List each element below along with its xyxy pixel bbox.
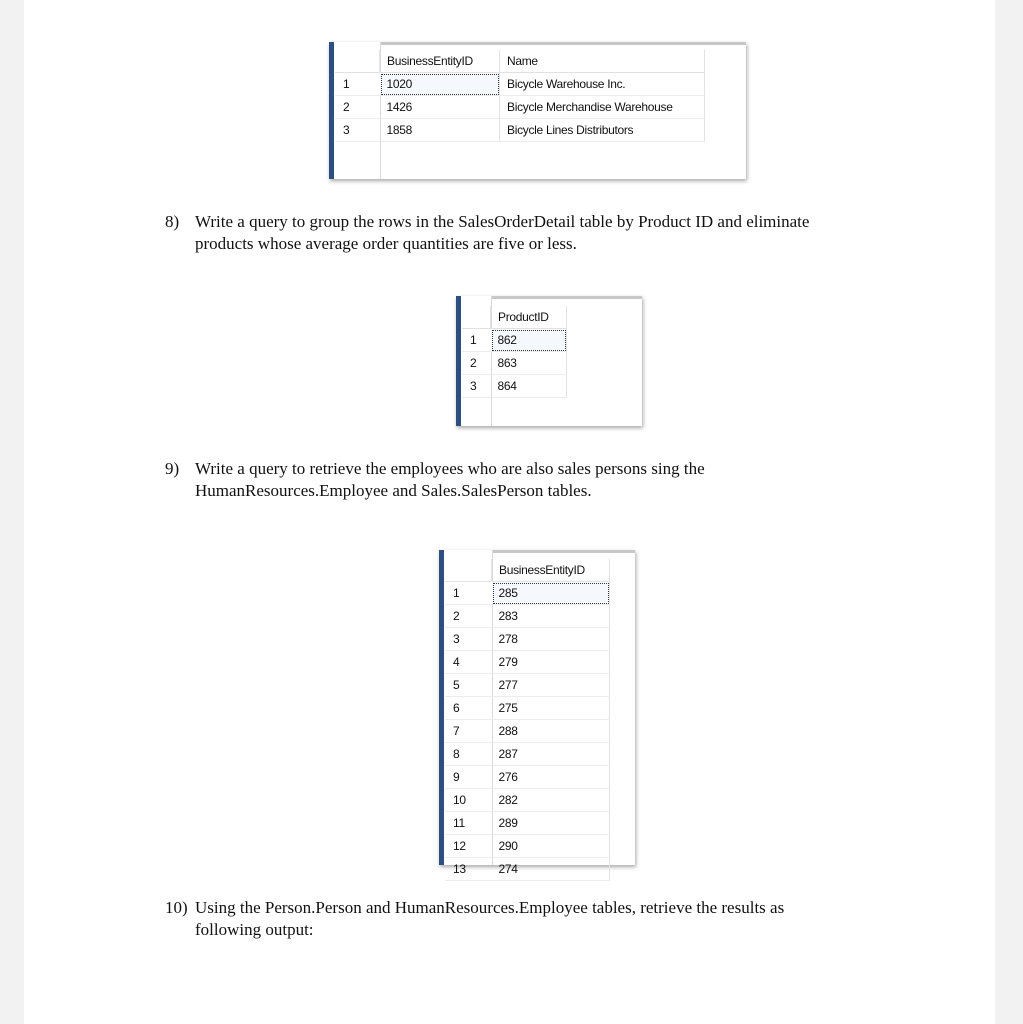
table-row[interactable]	[462, 329, 567, 352]
row-number[interactable]: 12	[445, 835, 492, 858]
row-number[interactable]: 2	[462, 352, 491, 375]
cell-businessentityid[interactable]: 289	[492, 812, 610, 835]
table-row[interactable]	[445, 812, 610, 835]
row-number[interactable]: 3	[462, 375, 491, 398]
question-text-line-1: Using the Person.Person and HumanResources.Employee tables, retrieve the results as	[195, 898, 785, 917]
table-row[interactable]	[445, 651, 610, 674]
row-number[interactable]: 7	[445, 720, 492, 743]
table-row[interactable]	[445, 835, 610, 858]
row-number[interactable]: 3	[335, 119, 380, 142]
table-header-row	[335, 50, 705, 73]
cell-businessentityid[interactable]: 277	[492, 674, 610, 697]
row-number[interactable]: 6	[445, 697, 492, 720]
row-number[interactable]: 2	[445, 605, 492, 628]
question-number: 10)	[165, 898, 188, 917]
row-number[interactable]: 9	[445, 766, 492, 789]
cell-businessentityid[interactable]: 274	[492, 858, 610, 881]
table-row[interactable]	[462, 352, 567, 375]
cell-businessentityid[interactable]: 279	[492, 651, 610, 674]
table-header-row	[462, 306, 567, 329]
table-row[interactable]	[445, 789, 610, 812]
table-row[interactable]	[445, 858, 610, 881]
cell-businessentityid[interactable]: 1858	[380, 119, 500, 142]
cell-businessentityid[interactable]: 276	[492, 766, 610, 789]
table-row[interactable]	[335, 119, 705, 142]
table-row[interactable]	[445, 605, 610, 628]
question-text-line-2: following output:	[195, 920, 314, 939]
question-9	[165, 458, 885, 504]
vendors-table	[335, 50, 705, 142]
cell-businessentityid[interactable]: 278	[492, 628, 610, 651]
cell-businessentityid[interactable]: 1020	[380, 73, 500, 96]
cell-businessentityid[interactable]: 1426	[380, 96, 500, 119]
table-header-row	[445, 559, 610, 582]
question-number: 8)	[165, 212, 180, 231]
table-row[interactable]	[445, 720, 610, 743]
grid-top-border	[492, 296, 642, 299]
column-header-businessentityid[interactable]: BusinessEntityID	[492, 559, 610, 582]
table-row[interactable]	[445, 674, 610, 697]
table-row[interactable]	[462, 375, 567, 398]
cell-businessentityid[interactable]: 290	[492, 835, 610, 858]
salespersons-table	[445, 559, 610, 881]
table-row[interactable]	[445, 628, 610, 651]
grid-top-border	[381, 42, 746, 45]
cell-name[interactable]: Bicycle Merchandise Warehouse	[500, 96, 705, 119]
row-number[interactable]: 11	[445, 812, 492, 835]
document-page	[24, 0, 995, 1024]
question-text-line-1: Write a query to retrieve the employees who are also sales persons sing the	[195, 459, 705, 478]
row-number[interactable]: 10	[445, 789, 492, 812]
question-8	[165, 211, 885, 257]
column-header-businessentityid[interactable]: BusinessEntityID	[380, 50, 500, 73]
cell-productid[interactable]: 862	[491, 329, 567, 352]
cell-businessentityid[interactable]: 283	[492, 605, 610, 628]
row-number[interactable]: 1	[335, 73, 380, 96]
question-number: 9)	[165, 459, 180, 478]
question-text-line-1: Write a query to group the rows in the SalesOrderDetail table by Product ID and eliminate	[195, 212, 810, 231]
table-row[interactable]	[445, 743, 610, 766]
result-grid-salespersons	[439, 550, 635, 876]
question-text-line-2: products whose average order quantities are five or less.	[195, 234, 577, 253]
row-number[interactable]: 8	[445, 743, 492, 766]
row-number[interactable]: 1	[445, 582, 492, 605]
cell-productid[interactable]: 864	[491, 375, 567, 398]
row-number[interactable]: 2	[335, 96, 380, 119]
question-text-line-2: HumanResources.Employee and Sales.SalesPerson tables.	[195, 481, 592, 500]
cell-name[interactable]: Bicycle Warehouse Inc.	[500, 73, 705, 96]
row-number[interactable]: 4	[445, 651, 492, 674]
result-grid-vendors	[329, 42, 746, 179]
table-row[interactable]	[445, 697, 610, 720]
row-number[interactable]: 5	[445, 674, 492, 697]
row-number[interactable]: 3	[445, 628, 492, 651]
question-10	[165, 897, 885, 943]
table-row[interactable]	[335, 73, 705, 96]
table-row[interactable]	[445, 766, 610, 789]
column-header-name[interactable]: Name	[500, 50, 705, 73]
grid-top-border	[493, 550, 635, 553]
cell-businessentityid[interactable]: 282	[492, 789, 610, 812]
table-row[interactable]	[445, 582, 610, 605]
column-header-productid[interactable]: ProductID	[491, 306, 567, 329]
cell-businessentityid[interactable]: 275	[492, 697, 610, 720]
cell-businessentityid[interactable]: 288	[492, 720, 610, 743]
row-number[interactable]: 13	[445, 858, 492, 881]
cell-businessentityid[interactable]: 285	[492, 582, 610, 605]
cell-name[interactable]: Bicycle Lines Distributors	[500, 119, 705, 142]
result-grid-productid	[456, 296, 642, 426]
row-number[interactable]: 1	[462, 329, 491, 352]
table-row[interactable]	[335, 96, 705, 119]
productid-table	[462, 306, 567, 398]
cell-businessentityid[interactable]: 287	[492, 743, 610, 766]
cell-productid[interactable]: 863	[491, 352, 567, 375]
